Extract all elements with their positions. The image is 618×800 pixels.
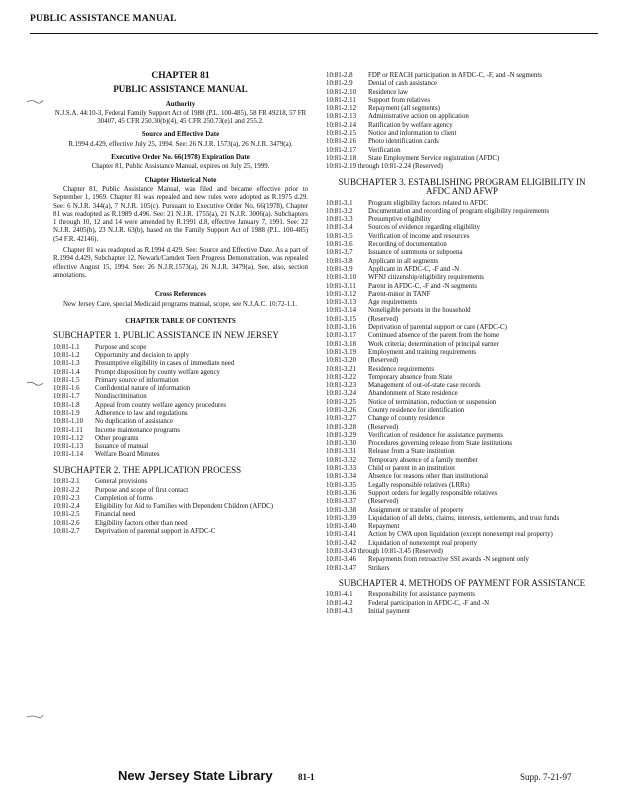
section-title: Eligibility factors other than need [95,519,188,527]
section-number: 10:81-1.12 [53,434,84,442]
section-number: 10:81-4.3 [326,608,353,616]
section-number: 10:81-3.8 [326,257,353,265]
section-title: Issuance of manual [95,443,149,451]
section-title: Repayment (all segments) [368,105,440,113]
section-number: 10:81-3.22 [326,373,357,381]
section-number: 10:81-3.29 [326,431,357,439]
toc-entry [326,307,598,315]
section-number: 10:81-3.41 [326,531,357,539]
section-title: Issuance of summons or subpoena [368,249,463,257]
section-title: Eligibility for Aid to Families with Dependent Children (AFDC) [95,503,273,511]
reserved-range: 10:81-2.19 through 10:81-2.24 (Reserved) [326,163,443,171]
section-title: FDP or REACH participation in AFDC-C, -F, and -N segments [368,72,542,79]
section-number: 10:81-2.5 [53,511,80,519]
toc-entry [53,443,308,451]
section-number: 10:81-3.38 [326,506,357,514]
section-title: Repayment [368,523,400,531]
source-text: R.1994 d.429, effective July 25, 1994. See: 26 N.J.R. 1573(a), 26 N.J.R. 3479(a). [68,140,293,148]
section-title: Deprivation of parental support in AFDC-C [95,528,216,536]
section-title: Photo identification cards [368,138,439,146]
section-title: Income maintenance programs [95,426,180,434]
section-title: Prompt disposition by county welfare agency [95,368,220,376]
section-title: Action by CWA upon liquidation (except nonexempt real property) [368,531,553,539]
toc-entry [53,495,308,503]
section-number: 10:81-2.2 [53,486,80,494]
section-title: Purpose and scope of first contact [95,486,189,494]
section-number: 10:81-1.3 [53,360,80,368]
toc-entry [53,487,308,495]
section-number: 10:81-3.47 [326,564,357,572]
toc-entry [53,427,308,435]
section-title: Administrative action on application [368,113,469,121]
section-title: Nondiscrimination [95,393,147,401]
margin-mark [26,98,44,104]
section-number: 10:81-3.24 [326,390,357,398]
toc-entry [326,241,598,249]
section-title: Release from a State institution [368,448,455,456]
toc-heading: CHAPTER TABLE OF CONTENTS [125,316,236,325]
section-number: 10:81-2.17 [326,146,357,154]
section-number: 10:81-3.35 [326,481,357,489]
section-number: 10:81-3.26 [326,406,357,414]
section-title: Ratification by welfare agency [368,121,453,129]
toc-entry [53,503,308,511]
subchapter-3-list [326,200,598,548]
section-number: 10:81-3.42 [326,539,357,547]
toc-entry [326,424,598,432]
toc-entry [326,258,598,266]
section-title: Strikers [368,564,390,572]
toc-entry [326,556,598,564]
toc-entry [326,233,598,241]
toc-entry [326,565,598,573]
toc-entry [326,113,598,121]
section-number: 10:81-3.18 [326,340,357,348]
section-title: Presumptive eligibility [368,216,431,224]
authority-heading: Authority [165,99,196,108]
section-title: Recording of documentation [368,241,447,249]
library-stamp: New Jersey State Library [118,768,273,783]
toc-entry [326,147,598,155]
section-number: 10:81-2.12 [326,105,357,113]
section-title: Deprivation of parental support or care (AFDC-C) [368,324,507,332]
section-title: No duplication of assistance [95,418,173,426]
toc-entry [326,316,598,324]
section-number: 10:81-1.2 [53,351,80,359]
section-title: Absence for reasons other than institutional [368,473,488,481]
toc-entry [326,415,598,423]
section-title: Repayments from retroactive SSI awards -N segment only [368,556,529,564]
toc-entry [53,511,308,519]
section-number: 10:81-3.32 [326,456,357,464]
section-title: Employment and training requirements [368,348,477,356]
toc-entry [326,531,598,539]
subchapter-3-tail-list [326,556,598,573]
margin-mark [26,380,44,386]
section-title: Management of out-of-state case records [368,382,481,390]
section-title: Change of county residence [368,415,445,423]
supplement-date: Supp. 7-21-97 [520,772,572,782]
section-number: 10:81-3.21 [326,365,357,373]
toc-entry [326,274,598,282]
section-number: 10:81-1.14 [53,451,84,459]
section-number: 10:81-4.1 [326,591,353,599]
section-title: Program eligibility factors related to AFDC [368,199,488,207]
section-number: 10:81-3.27 [326,415,357,423]
toc-entry [326,249,598,257]
toc-entry [53,385,308,393]
section-title: WFNJ citizenship/eligibility requirements [368,274,484,282]
section-title: (Reserved) [368,315,399,323]
section-title: (Reserved) [368,423,399,431]
toc-entry [326,80,598,88]
toc-entry [53,369,308,377]
toc-entry [326,540,598,548]
toc-entry [326,507,598,515]
reserved-range: 10:81-3.43 through 10:81-3.45 (Reserved) [326,548,443,556]
section-number: 10:81-3.17 [326,332,357,340]
section-number: 10:81-1.13 [53,443,84,451]
toc-entry [53,393,308,401]
section-title: Liquidation of all debts, claims, interests, settlements, and trust funds [368,514,560,522]
exec-order-text: Chapter 81, Public Assistance Manual, expires on July 25, 1999. [91,163,270,171]
toc-entry [53,360,308,368]
subchapter-2-title: SUBCHAPTER 2. THE APPLICATION PROCESS [53,464,242,475]
section-title: Legally responsible relatives (LRRs) [368,481,470,489]
section-number: 10:81-3.13 [326,299,357,307]
section-title: Notice and information to client [368,130,457,138]
section-title: Primary source of information [95,376,179,384]
toc-entry [53,352,308,360]
toc-entry [326,465,598,473]
section-number: 10:81-2.8 [326,72,353,79]
section-title: Verification [368,146,401,154]
running-head: PUBLIC ASSISTANCE MANUAL [30,14,598,34]
toc-entry [326,407,598,415]
toc-entry [326,473,598,481]
section-title: Support from relatives [368,96,431,104]
section-title: Presumptive eligibility in cases of immediate need [95,360,235,368]
toc-entry [326,122,598,130]
section-number: 10:81-2.14 [326,121,357,129]
toc-entry [326,515,598,523]
history-paragraph-1: Chapter 81, Public Assistance Manual, was filed and became effective prior to September 1, 1969. Chapter 81 was repealed and new rules were adopted as R.1975 d.29. See: 6 N.J.R. 344(a), 7 N.J.R. 105(c). Pursuant to Executive Order No. 66(1978), Chapter 81 was readopted as R.1989 d.496. See: 21 N.J.R. 1755(a), 21 N.J.R. 3006(a). Subchapters 1 through 10, 12 and 14 were amended by R.1991 d.8, effective January 7, 1991. See: 22 N.J.R. 2405(b), 23 N.J.R. 63(b), based on the Family Support Act of 1988 (P.L. 100-485) (54 F.R. 42146). [53,185,308,243]
section-number: 10:81-3.33 [326,465,357,473]
toc-entry [326,283,598,291]
section-number: 10:81-3.15 [326,315,357,323]
subchapter-4-title: SUBCHAPTER 4. METHODS OF PAYMENT FOR ASSISTANCE [338,577,586,588]
section-number: 10:81-3.6 [326,241,353,249]
toc-entry [326,138,598,146]
section-title: Support orders for legally responsible relatives [368,489,498,497]
toc-entry [326,291,598,299]
history-heading: Chapter Historical Note [144,175,217,184]
section-number: 10:81-3.25 [326,398,357,406]
toc-entry [53,451,308,459]
chapter-number: CHAPTER 81 [151,71,210,81]
toc-entry [326,440,598,448]
section-number: 10:81-3.2 [326,207,353,215]
section-number: 10:81-3.31 [326,448,357,456]
section-title: Parent in AFDC-C, -F and -N segments [368,282,477,290]
section-title: Residence law [368,88,408,96]
section-number: 10:81-1.8 [53,401,80,409]
margin-mark [26,713,44,719]
section-title: Residence requirements [368,365,435,373]
section-title: Age requirements [368,299,418,307]
toc-entry [53,435,308,443]
toc-entry [326,448,598,456]
toc-entry [326,523,598,531]
section-number: 10:81-3.34 [326,473,357,481]
section-number: 10:81-4.2 [326,599,353,607]
section-title: (Reserved) [368,498,399,506]
section-number: 10:81-3.30 [326,440,357,448]
section-number: 10:81-1.4 [53,368,80,376]
section-title: Sources of evidence regarding eligibility [368,224,481,232]
chapter-title: PUBLIC ASSISTANCE MANUAL [113,84,248,95]
page-number: 81-1 [298,772,315,782]
toc-entry [326,216,598,224]
section-number: 10:81-2.13 [326,113,357,121]
section-number: 10:81-1.11 [53,426,83,434]
section-number: 10:81-2.15 [326,130,357,138]
section-title: State Employment Service registration (AFDC) [368,154,500,162]
section-number: 10:81-3.9 [326,265,353,273]
section-title: Procedures governing release from State institutions [368,440,513,448]
section-title: Child or parent in an institution [368,465,455,473]
section-number: 10:81-3.40 [326,523,357,531]
section-number: 10:81-3.39 [326,514,357,522]
section-title: Temporary absence from State [368,373,453,381]
section-number: 10:81-2.6 [53,519,80,527]
section-title: Applicant in AFDC-C, -F and -N [368,265,460,273]
section-number: 10:81-2.3 [53,494,80,502]
section-number: 10:81-3.14 [326,307,357,315]
toc-entry [53,520,308,528]
toc-entry [326,482,598,490]
right-column [326,72,598,616]
toc-entry [326,130,598,138]
toc-entry [326,105,598,113]
toc-entry [326,366,598,374]
section-number: 10:81-2.11 [326,96,356,104]
section-number: 10:81-3.19 [326,348,357,356]
toc-entry [53,478,308,486]
toc-entry [326,457,598,465]
toc-entry [326,332,598,340]
section-number: 10:81-1.10 [53,418,84,426]
section-title: Verification of residence for assistance payments [368,431,503,439]
section-number: 10:81-3.46 [326,556,357,564]
subchapter-4-list [326,591,598,616]
authority-text: N.J.S.A. 44:10-3, Federal Family Support Act of 1988 (P.L. 100-485), 58 FR 49218, 57 FR 30407, 45 CFR 250.30(b)(4), 45 CFR 250.73(e)1 and 255.2. [54,109,307,126]
section-title: Appeal from county welfare agency procedures [95,401,227,409]
source-heading: Source and Effective Date [141,130,220,139]
section-title: Work criteria; determination of principal earner [368,340,499,348]
section-number: 10:81-3.3 [326,216,353,224]
section-title: General provisions [95,478,148,486]
section-title: Federal participation in AFDC-C, -F and -N [368,599,490,607]
section-title: Liquidation of nonexempt real property [368,539,478,547]
section-title: Purpose and scope [95,343,147,351]
toc-entry [326,155,598,163]
toc-entry [326,224,598,232]
section-title: Initial payment [368,608,410,616]
subchapter-2-continued-list [326,72,598,163]
section-title: Confidential nature of information [95,385,191,393]
section-title: Responsibility for assistance payments [368,591,475,599]
section-number: 10:81-3.36 [326,489,357,497]
section-number: 10:81-2.16 [326,138,357,146]
toc-entry [326,390,598,398]
history-paragraph-2: Chapter 81 was readopted as R.1994 d.429. See: Source and Effective Date. As a part of R.1994 d.429, Subchapter 12, Newark/Camden Teen Progress Demonstration, was repealed effective August 15, 1994. See: 26 N.J.R.1573(a), 26 N.J.R. 3479(a). See, also, section annotations. [53,247,308,279]
toc-entry [326,349,598,357]
toc-entry [326,299,598,307]
toc-entry [326,97,598,105]
toc-entry [326,208,598,216]
left-column [53,72,308,536]
section-number: 10:81-2.18 [326,154,357,162]
section-number: 10:81-1.1 [53,343,80,351]
toc-entry [326,357,598,365]
toc-entry [326,324,598,332]
toc-entry [53,344,308,352]
section-number: 10:81-1.7 [53,393,80,401]
section-number: 10:81-3.28 [326,423,357,431]
section-number: 10:81-3.12 [326,290,357,298]
section-title: Completion of forms [95,494,153,502]
section-title: Verification of income and resources [368,232,470,240]
cross-references-heading: Cross References [154,290,207,299]
section-number: 10:81-1.5 [53,376,80,384]
section-number: 10:81-3.23 [326,382,357,390]
section-number: 10:81-2.7 [53,528,80,536]
section-number: 10:81-3.20 [326,357,357,365]
toc-entry [53,418,308,426]
section-number: 10:81-1.6 [53,385,80,393]
section-number: 10:81-3.10 [326,274,357,282]
section-title: Abandonment of State residence [368,390,458,398]
section-number: 10:81-3.16 [326,324,357,332]
toc-entry [53,528,308,536]
section-title: Documentation and recording of program eligibility requirements [368,207,550,215]
toc-entry [326,72,598,80]
toc-entry [326,399,598,407]
toc-entry [326,591,598,599]
section-number: 10:81-2.1 [53,478,80,486]
cross-references-text: New Jersey Care, special Medicaid programs manual, scope, see N.J.A.C. 10:72-1.1. [63,300,298,308]
exec-order-heading: Executive Order No. 66(1978) Expiration Date [111,153,250,162]
section-number: 10:81-2.9 [326,80,353,88]
section-number: 10:81-2.4 [53,503,80,511]
section-number: 10:81-2.10 [326,88,357,96]
subchapter-3-title: SUBCHAPTER 3. ESTABLISHING PROGRAM ELIGIBILITY IN AFDC AND AFWP [338,176,586,197]
toc-entry [326,374,598,382]
section-title: Applicant in all segments [368,257,439,265]
section-title: County residence for identification [368,406,465,414]
toc-entry [53,410,308,418]
section-title: Parent-minor in TANF [368,290,431,298]
toc-entry [326,498,598,506]
toc-entry [326,341,598,349]
section-title: Noneligible persons in the household [368,307,471,315]
section-number: 10:81-3.11 [326,282,356,290]
section-title: Denial of cash assistance [368,80,438,88]
toc-entry [326,608,598,616]
section-number: 10:81-3.4 [326,224,353,232]
section-number: 10:81-3.7 [326,249,353,257]
toc-entry [326,432,598,440]
subchapter-1-list [53,344,308,460]
toc-entry [326,89,598,97]
section-title: Notice of termination, reduction or suspension [368,398,497,406]
section-title: Opportunity and decision to apply [95,351,190,359]
section-number: 10:81-1.9 [53,410,80,417]
section-title: Assignment or transfer of property [368,506,464,514]
section-title: (Reserved) [368,357,399,365]
section-title: Welfare Board Minutes [95,451,160,459]
toc-entry [326,266,598,274]
section-title: Financial need [95,511,136,519]
toc-entry [326,490,598,498]
section-title: Continued absence of the parent from the home [368,332,500,340]
toc-entry [326,600,598,608]
toc-entry [326,200,598,208]
toc-entry [53,377,308,385]
subchapter-1-title: SUBCHAPTER 1. PUBLIC ASSISTANCE IN NEW JERSEY [53,330,279,341]
toc-entry [53,402,308,410]
subchapter-2-list [53,478,308,536]
section-number: 10:81-3.5 [326,232,353,240]
section-title: Other programs [95,434,139,442]
section-number: 10:81-3.1 [326,199,353,207]
section-number: 10:81-3.37 [326,498,357,506]
section-title: Temporary absence of a family member [368,456,478,464]
toc-entry [326,382,598,390]
section-title: Adherence to law and regulations [95,410,188,417]
